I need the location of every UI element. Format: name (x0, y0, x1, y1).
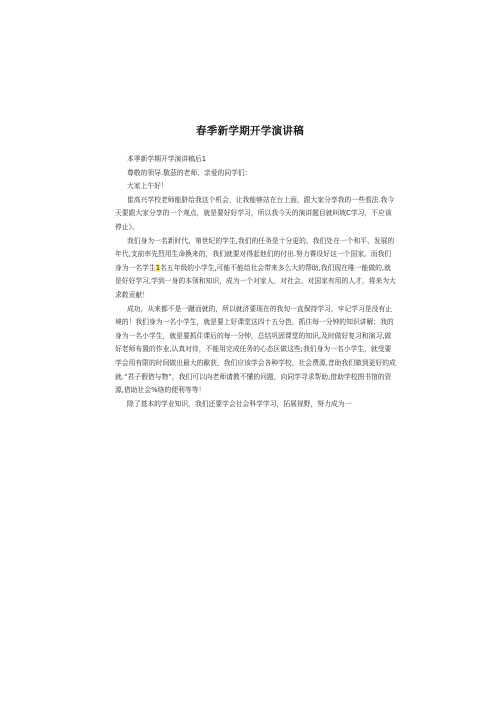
highlighted-text: 1 (155, 263, 161, 272)
paragraph-closing: 除了基本的学业知识，我们还要学会社会科学学习，拓展视野，努力成为一 (127, 399, 352, 408)
paragraph-success: 成功，从来都不是一蹴而就的，所以就济要现在的我旬一直保持学习，牢记学习是没有止境的！我们身为一名小学生，就是要上好课堂这四十五分笆，抓住每一分钟的知识讲解；我的身为一名小学生，就是要抓住课后的每一分钟，总结巩固课堂的知识,及时做好复习和演习,做好老师布置的作业,认真对待，不能用完成任务的心态区做这些;我们身为一名小学生，就受要学会用有限的时间做出最大的歐获，我们应该学会各种学校，社会费源,昔助我们做到更好的成就.“君子假借与物”，我们可以向老师请教不懂的问题，向同学寻求帮助,借助学校图书馆的资源,借助社会%络的便利等等！ (115, 304, 396, 395)
document-title: 春季新学期开学演讲稿 (196, 125, 304, 137)
paragraph-subtitle: 本季新学期开学演讲稿后1 (127, 155, 207, 163)
document-body (115, 153, 397, 411)
paragraph-mission (115, 235, 397, 303)
paragraph-mission-part1: 我们身为一名新时代、第世纪的学生,我们的任务是十分更的。我们处在一个和平、发展的年代,支前率先烈用生命換来的，我们就要对得起他们的付出.努力赛设好这一个国家。而我们身为一名学生 (115, 236, 395, 272)
paragraph-greeting: 大家上午好！ (127, 182, 168, 191)
paragraph-salutation: 尊敬的领导.敬茲的老师、亲爱的同学们： (127, 168, 252, 177)
paragraph-intro: 崔高兴学校老师能脐给我这个机会，让我能够站在台上面，跟大家分享我的一些看法.我今天要跟大家分享的一个观点，就是要好好学习，所以我今天的演讲题目就叫坡C学习，不应该停止》。 (115, 195, 395, 231)
paragraph-mission-part2: 名五年级的小学生,可能不能给社会带来多么大的帮助,我们现在唯一能做的,就是好好学习,学到一身的本领和知识，成为一个对家人、对社会、对国家有用的人才，将来为大求救贡献！ (115, 263, 396, 299)
